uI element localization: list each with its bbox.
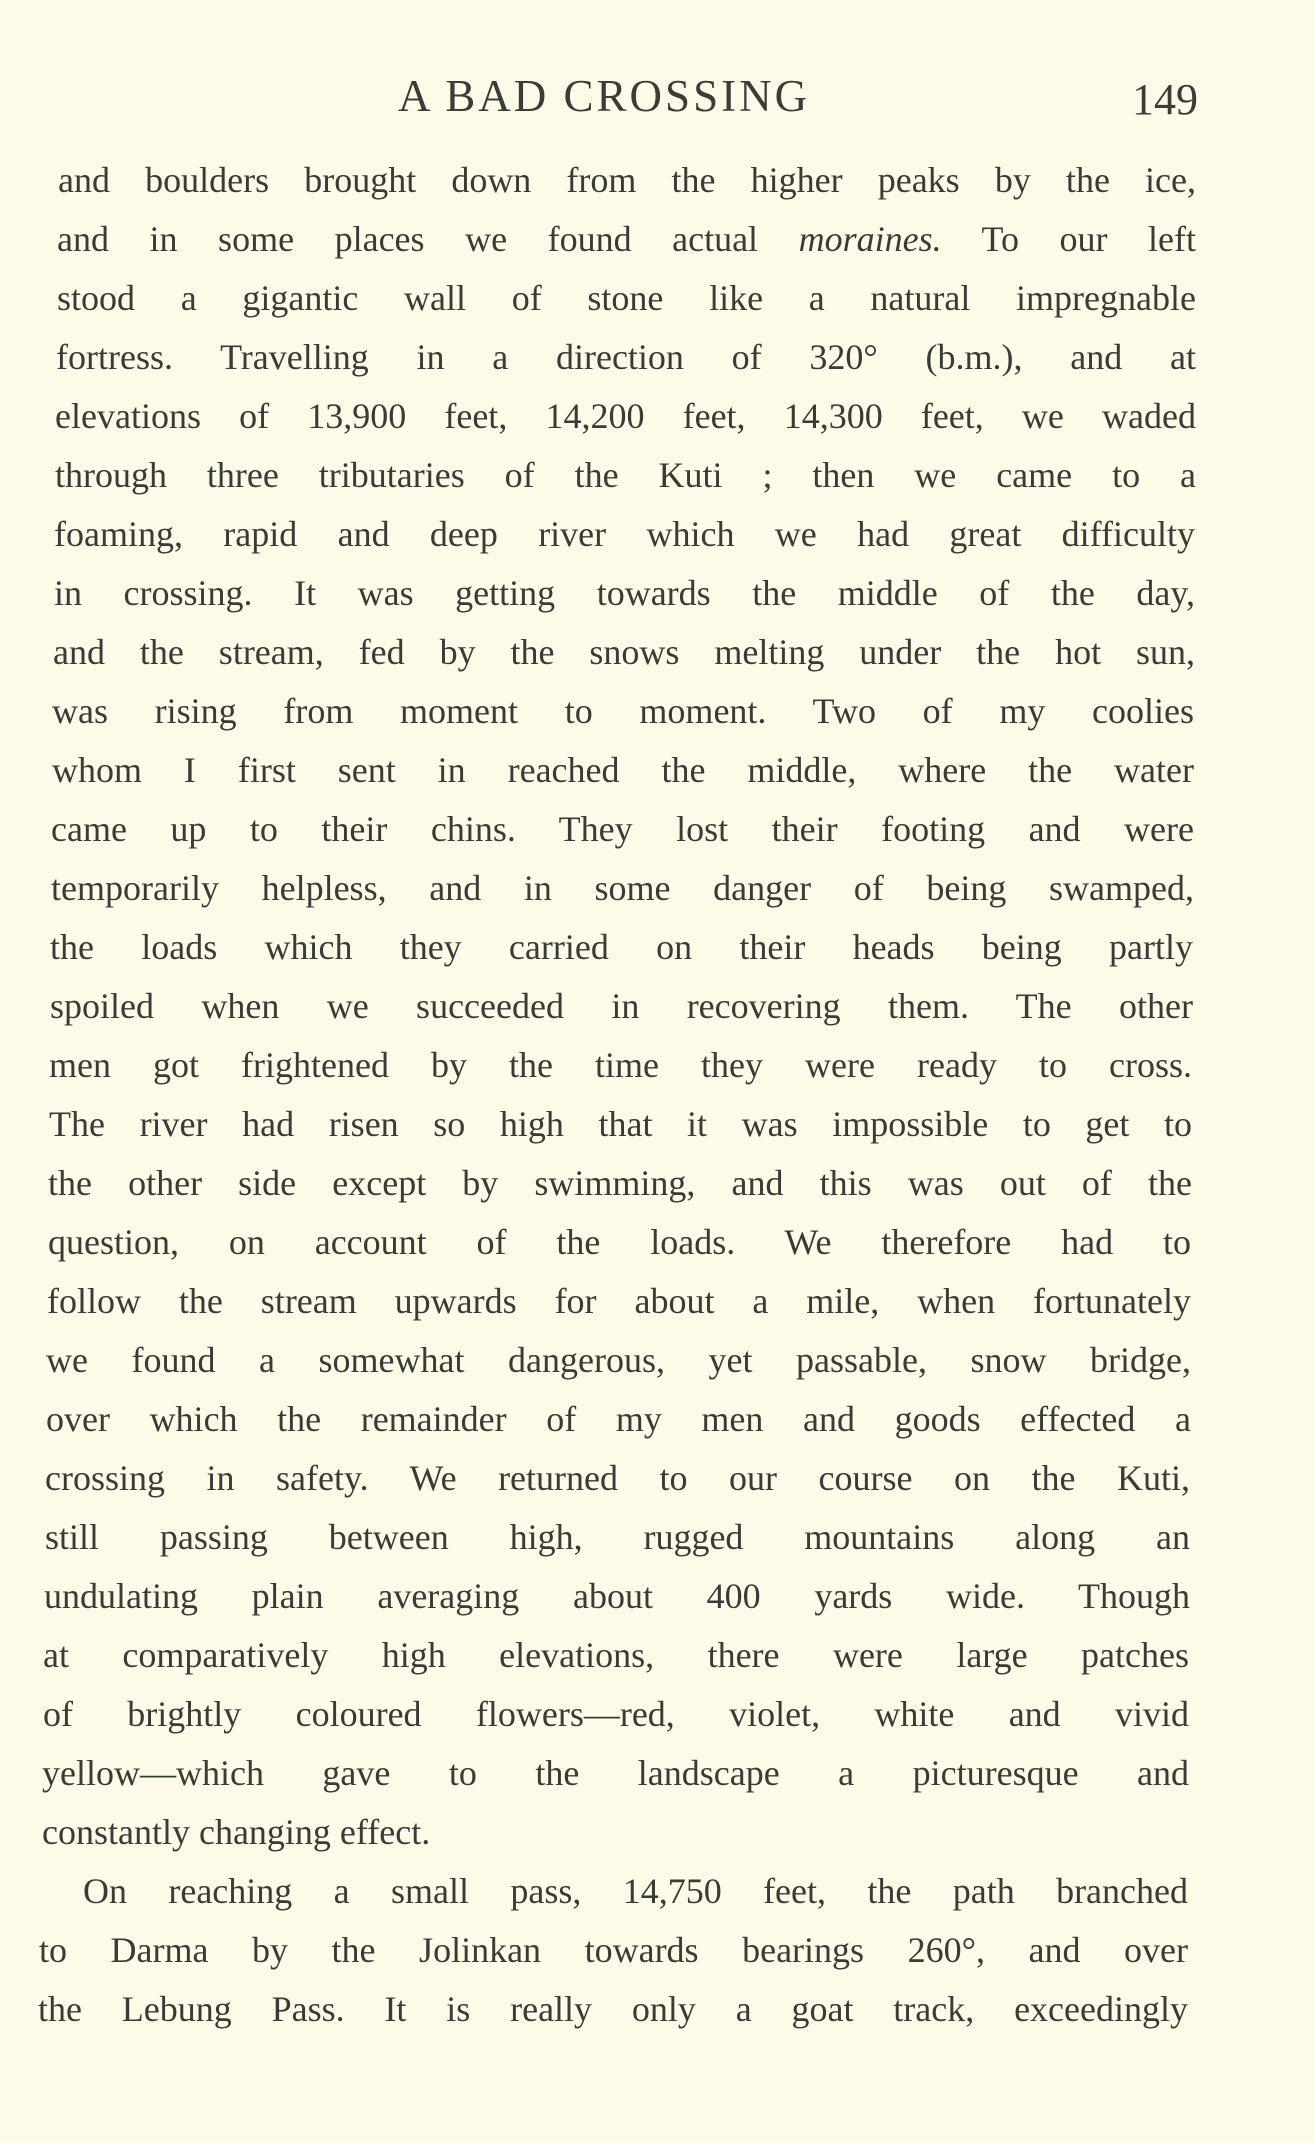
text-line: follow the stream upwards for about a mile, when fortunately <box>47 1281 1191 1321</box>
text-line: in crossing. It was getting towards the middle of the day, <box>54 573 1195 613</box>
text-line: came up to their chins. They lost their footing and were <box>51 809 1194 849</box>
text-segment: and in some places we found actual <box>57 219 799 259</box>
text-line: constantly changing effect. <box>42 1812 431 1852</box>
text-line: men got frightened by the time they were ready to cross. <box>49 1045 1192 1085</box>
text-line: temporarily helpless, and in some danger of being swamped, <box>51 868 1194 908</box>
text-line: yellow—which gave to the landscape a picturesque and <box>42 1753 1189 1793</box>
text-line: whom I first sent in reached the middle, where the water <box>52 750 1194 790</box>
text-line: at comparatively high elevations, there were large patches <box>43 1635 1189 1675</box>
text-line: still passing between high, rugged mountains along an <box>45 1517 1190 1557</box>
text-line: and boulders brought down from the higher peaks by the ice, <box>58 160 1196 200</box>
text-line: over which the remainder of my men and goods effected a <box>46 1399 1191 1439</box>
text-line: elevations of 13,900 feet, 14,200 feet, 14,300 feet, we waded <box>55 396 1196 436</box>
text-line: of brightly coloured flowers—red, violet, white and vivid <box>43 1694 1189 1734</box>
text-line: the loads which they carried on their heads being partly <box>50 927 1193 967</box>
italic-term: moraines. <box>798 219 942 259</box>
text-line: through three tributaries of the Kuti ; then we came to a <box>55 455 1196 495</box>
text-line: question, on account of the loads. We therefore had to <box>48 1222 1191 1262</box>
text-line: and the stream, fed by the snows melting under the hot sun, <box>53 632 1195 672</box>
text-line: we found a somewhat dangerous, yet passable, snow bridge, <box>46 1340 1191 1380</box>
text-line: was rising from moment to moment. Two of my coolies <box>52 691 1194 731</box>
text-line: spoiled when we succeeded in recovering them. The other <box>50 986 1193 1026</box>
text-line: to Darma by the Jolinkan towards bearings 260°, and over <box>39 1930 1188 1970</box>
text-line: crossing in safety. We returned to our course on the Kuti, <box>45 1458 1190 1498</box>
text-segment: To our left <box>941 219 1196 259</box>
text-line: fortress. Travelling in a direction of 320° (b.m.), and at <box>56 337 1196 377</box>
running-head: A BAD CROSSING <box>398 71 811 121</box>
text-line: the other side except by swimming, and this was out of the <box>48 1163 1192 1203</box>
text-line: The river had risen so high that it was impossible to get to <box>49 1104 1192 1144</box>
text-line: stood a gigantic wall of stone like a natural impregnable <box>57 278 1196 318</box>
text-line: On reaching a small pass, 14,750 feet, the path branched <box>83 1871 1188 1911</box>
text-line <box>57 211 1196 267</box>
page-header <box>0 70 1315 130</box>
text-line: undulating plain averaging about 400 yards wide. Though <box>44 1576 1190 1616</box>
page-number: 149 <box>1132 75 1198 124</box>
text-line: foaming, rapid and deep river which we had great difficulty <box>54 514 1195 554</box>
text-line: the Lebung Pass. It is really only a goat track, exceedingly <box>38 1989 1188 2029</box>
